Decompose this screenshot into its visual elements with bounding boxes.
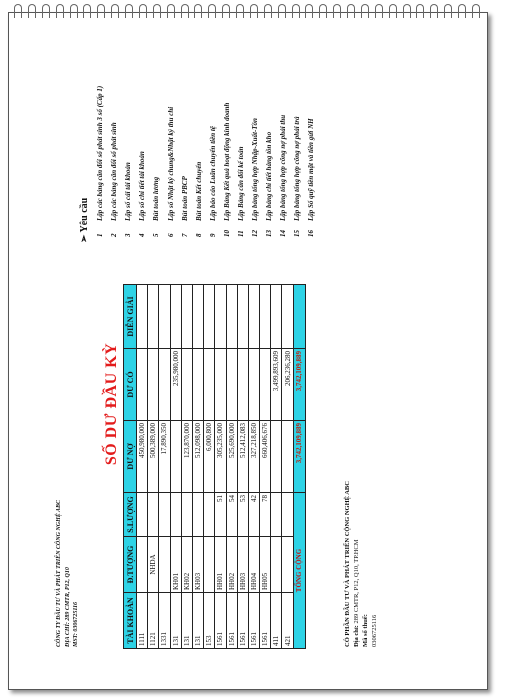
cell-credit: 3,499,893,609 — [271, 349, 282, 421]
cell-debit: 512,098,000 — [192, 421, 203, 493]
cell-quantity — [148, 493, 159, 537]
binding-ring — [14, 4, 22, 18]
cell-credit — [237, 349, 248, 421]
cell-account: 1121 — [148, 593, 159, 649]
cell-quantity — [204, 493, 215, 537]
item-number: 16 — [307, 230, 316, 237]
cell-description — [260, 285, 271, 349]
cell-object: HH04 — [248, 537, 259, 593]
cell-description — [226, 285, 237, 349]
table-row — [215, 285, 226, 649]
item-text: Lập các bảng cân đối số phát sinh 3 số (Cấp 1) — [96, 85, 105, 221]
table-row — [226, 285, 237, 649]
spiral-binding — [8, 4, 486, 18]
cell-debit: 450,980,000 — [137, 421, 148, 493]
table-header-row — [124, 285, 137, 649]
cell-quantity: 54 — [226, 493, 237, 537]
company-name: CÔNG TY ĐẦU TƯ VÀ PHÁT TRIỂN CÔNG NGHỆ ABC — [56, 499, 62, 647]
cell-description — [271, 285, 282, 349]
cell-description — [148, 285, 159, 349]
footer-company-name: CÔ PHẦN ĐẦU TƯ VÀ PHÁT TRIỂN CỘNG NGHỆ ABC — [344, 481, 351, 647]
cell-debit — [271, 421, 282, 493]
item-number: 4 — [138, 233, 147, 237]
cell-debit: 525,690,000 — [226, 421, 237, 493]
binding-ring — [83, 4, 91, 18]
table-row — [170, 285, 181, 649]
cell-description — [204, 285, 215, 349]
list-item — [93, 86, 107, 237]
binding-ring — [97, 4, 105, 18]
cell-account: 1561 — [260, 593, 271, 649]
cell-credit — [137, 349, 148, 421]
footer-address-label: Địa chỉ: — [353, 625, 360, 647]
item-number: 7 — [180, 233, 189, 237]
cell-description — [192, 285, 203, 349]
cell-debit: 512,412,083 — [237, 421, 248, 493]
cell-object: KH01 — [170, 537, 181, 593]
item-number: 10 — [222, 230, 231, 237]
cell-object — [271, 537, 282, 593]
cell-debit: 500,389,000 — [148, 421, 159, 493]
total-credit: 3,742,109,889 — [293, 349, 305, 421]
list-item — [121, 86, 135, 237]
item-number: 15 — [293, 230, 302, 237]
cell-debit: 123,870,000 — [181, 421, 192, 493]
company-address: ĐỊA CHỈ: 289 CMTR, P12, Q10 — [64, 567, 71, 647]
item-text: Bút toán Kết chuyển — [194, 161, 203, 221]
binding-ring — [361, 4, 369, 18]
binding-ring — [139, 4, 147, 18]
cell-debit: 327,218,850 — [248, 421, 259, 493]
cell-debit: 17,890,350 — [159, 421, 170, 493]
company-header — [55, 500, 81, 647]
binding-ring — [472, 4, 480, 18]
cell-credit — [204, 349, 215, 421]
cell-quantity: 53 — [237, 493, 248, 537]
list-item — [234, 86, 248, 237]
table-row — [282, 285, 293, 649]
opening-balance-table — [123, 284, 306, 649]
item-text: Lập báo cáo Luân chuyển tiền tệ — [208, 126, 217, 221]
item-text: Lập sổ cái tài khoản — [124, 162, 133, 221]
cell-object: HH01 — [215, 537, 226, 593]
list-item — [220, 86, 234, 237]
list-item — [107, 86, 121, 237]
cell-credit — [181, 349, 192, 421]
cell-account: 411 — [271, 593, 282, 649]
cell-quantity — [170, 493, 181, 537]
cell-description — [137, 285, 148, 349]
binding-ring — [70, 4, 78, 18]
binding-ring — [208, 4, 216, 18]
cell-quantity: 78 — [260, 493, 271, 537]
binding-ring — [347, 4, 355, 18]
cell-object: HH02 — [226, 537, 237, 593]
binding-ring — [236, 4, 244, 18]
item-text: Lập sổ Nhật ký chung&Nhật ký thu chi — [166, 106, 175, 221]
cell-quantity — [159, 493, 170, 537]
cell-account: 1331 — [159, 593, 170, 649]
table-row — [237, 285, 248, 649]
binding-ring — [111, 4, 119, 18]
cell-object: NHDA — [148, 537, 159, 593]
cell-account: 131 — [181, 593, 192, 649]
cell-quantity — [271, 493, 282, 537]
requirements-heading-text: Yêu cầu — [79, 197, 90, 233]
table-row — [181, 285, 192, 649]
item-number: 2 — [110, 233, 119, 237]
binding-ring — [153, 4, 161, 18]
footer-company-info — [343, 481, 379, 647]
footer-tax: 0306725116 — [371, 614, 378, 647]
requirements-heading: ➢ Yêu cầu — [79, 197, 90, 243]
item-number: 9 — [208, 233, 217, 237]
cell-account: 1561 — [237, 593, 248, 649]
cell-account: 131 — [170, 593, 181, 649]
item-text: Bút toán lương — [152, 176, 161, 221]
cell-quantity: 42 — [248, 493, 259, 537]
item-text: Lập Bảng Kết quả hoạt động kinh doanh — [222, 102, 231, 221]
item-number: 6 — [166, 233, 175, 237]
binding-ring — [250, 4, 258, 18]
item-number: 5 — [152, 233, 161, 237]
page-title: SỐ DƯ ĐẦU KỲ — [103, 342, 120, 466]
document-page — [8, 12, 488, 690]
cell-object — [137, 537, 148, 593]
item-text: Lập bảng tổng hợp công nợ phải thu — [279, 114, 288, 221]
binding-ring — [333, 4, 341, 18]
cell-debit — [282, 421, 293, 493]
cell-account: 153 — [204, 593, 215, 649]
item-text: Lập Bảng cân đối kế toán — [236, 146, 245, 221]
item-text: Lập các bảng cân đối số phát sinh — [110, 122, 119, 221]
cell-object: KH03 — [192, 537, 203, 593]
cell-description — [159, 285, 170, 349]
cell-quantity — [181, 493, 192, 537]
cell-quantity — [137, 493, 148, 537]
cell-debit — [170, 421, 181, 493]
table-row — [260, 285, 271, 649]
item-text: Bút toán PBCP — [180, 176, 189, 221]
cell-description — [248, 285, 259, 349]
cell-credit — [215, 349, 226, 421]
table-row — [248, 285, 259, 649]
cell-quantity — [192, 493, 203, 537]
cell-account: 1111 — [137, 593, 148, 649]
cell-object — [204, 537, 215, 593]
cell-credit — [148, 349, 159, 421]
table-row — [137, 285, 148, 649]
cell-credit — [248, 349, 259, 421]
list-item — [206, 86, 220, 237]
binding-ring — [125, 4, 133, 18]
list-item — [135, 86, 149, 237]
table-row — [192, 285, 203, 649]
footer-tax-label: Mã số thuế: — [362, 614, 369, 647]
cell-account: 131 — [192, 593, 203, 649]
binding-ring — [305, 4, 313, 18]
binding-ring — [167, 4, 175, 18]
item-number: 3 — [124, 233, 133, 237]
binding-ring — [458, 4, 466, 18]
cell-object: HH03 — [237, 537, 248, 593]
binding-ring — [28, 4, 36, 18]
table-row — [148, 285, 159, 649]
list-item — [178, 86, 192, 237]
list-item — [192, 86, 206, 237]
cell-description — [282, 285, 293, 349]
cell-object: HH05 — [260, 537, 271, 593]
cell-debit: 305,235,000 — [215, 421, 226, 493]
item-number: 12 — [251, 230, 260, 237]
list-item — [304, 86, 318, 237]
cell-credit — [159, 349, 170, 421]
list-item — [248, 86, 262, 237]
binding-ring — [194, 4, 202, 18]
cell-description — [181, 285, 192, 349]
cell-description — [170, 285, 181, 349]
binding-ring — [403, 4, 411, 18]
binding-ring — [222, 4, 230, 18]
col-object: Đ.TƯỢNG — [124, 537, 137, 593]
cell-description — [237, 285, 248, 349]
cell-debit: 6,000,800 — [204, 421, 215, 493]
binding-ring — [416, 4, 424, 18]
item-number: 11 — [236, 230, 245, 237]
company-tax: MST: 0306725116 — [73, 601, 79, 647]
cell-credit — [226, 349, 237, 421]
binding-ring — [56, 4, 64, 18]
cell-account: 1561 — [248, 593, 259, 649]
binding-ring — [430, 4, 438, 18]
footer-address: 289 CMTR, P12, Q10, TP.HCM — [353, 539, 360, 624]
binding-ring — [264, 4, 272, 18]
cell-credit — [260, 349, 271, 421]
cell-quantity: 51 — [215, 493, 226, 537]
col-description: DIỄN GIẢI — [124, 285, 137, 349]
item-text: Lập Sổ quỹ tiền mặt và tiền gửi NH — [307, 118, 316, 221]
total-debit: 3,742,109,889 — [293, 421, 305, 493]
binding-ring — [181, 4, 189, 18]
item-number: 8 — [194, 233, 203, 237]
total-label: TỔNG CỘNG — [293, 493, 305, 649]
binding-ring — [319, 4, 327, 18]
total-row — [293, 285, 305, 649]
cell-account: 1561 — [226, 593, 237, 649]
cell-credit: 235,980,000 — [170, 349, 181, 421]
cell-credit: 206,236,280 — [282, 349, 293, 421]
binding-ring — [292, 4, 300, 18]
binding-ring — [278, 4, 286, 18]
list-item — [149, 86, 163, 237]
list-item — [262, 86, 276, 237]
col-quantity: S.LƯỢNG — [124, 493, 137, 537]
item-number: 13 — [265, 230, 274, 237]
binding-ring — [42, 4, 50, 18]
item-text: Lập bảng tổng hợp Nhập-Xuất-Tồn — [251, 118, 260, 221]
item-number: 1 — [96, 233, 105, 237]
binding-ring — [375, 4, 383, 18]
list-item — [163, 86, 177, 237]
cell-credit — [192, 349, 203, 421]
col-account: TÀI KHOẢN — [124, 593, 137, 649]
cell-object — [282, 537, 293, 593]
cell-account: 1561 — [215, 593, 226, 649]
item-number: 14 — [279, 230, 288, 237]
col-debit: DƯ NỢ — [124, 421, 137, 493]
binding-ring — [444, 4, 452, 18]
table-row — [159, 285, 170, 649]
total-description — [293, 285, 305, 349]
item-text: Lập sổ chi tiết tài khoản — [138, 151, 147, 221]
list-item — [290, 86, 304, 237]
cell-debit: 660,406,676 — [260, 421, 271, 493]
table-row — [204, 285, 215, 649]
cell-object: KH02 — [181, 537, 192, 593]
list-item — [276, 86, 290, 237]
cell-quantity — [282, 493, 293, 537]
item-text: Lập bảng tổng hợp công nợ phải trả — [293, 116, 302, 221]
table-row — [271, 285, 282, 649]
rotated-sheet — [9, 13, 487, 689]
cell-account: 421 — [282, 593, 293, 649]
col-credit: DƯ CÓ — [124, 349, 137, 421]
item-text: Lập bảng chi tiết hàng tồn kho — [265, 131, 274, 221]
binding-ring — [389, 4, 397, 18]
requirements-list — [93, 86, 319, 237]
cell-description — [215, 285, 226, 349]
cell-object — [159, 537, 170, 593]
